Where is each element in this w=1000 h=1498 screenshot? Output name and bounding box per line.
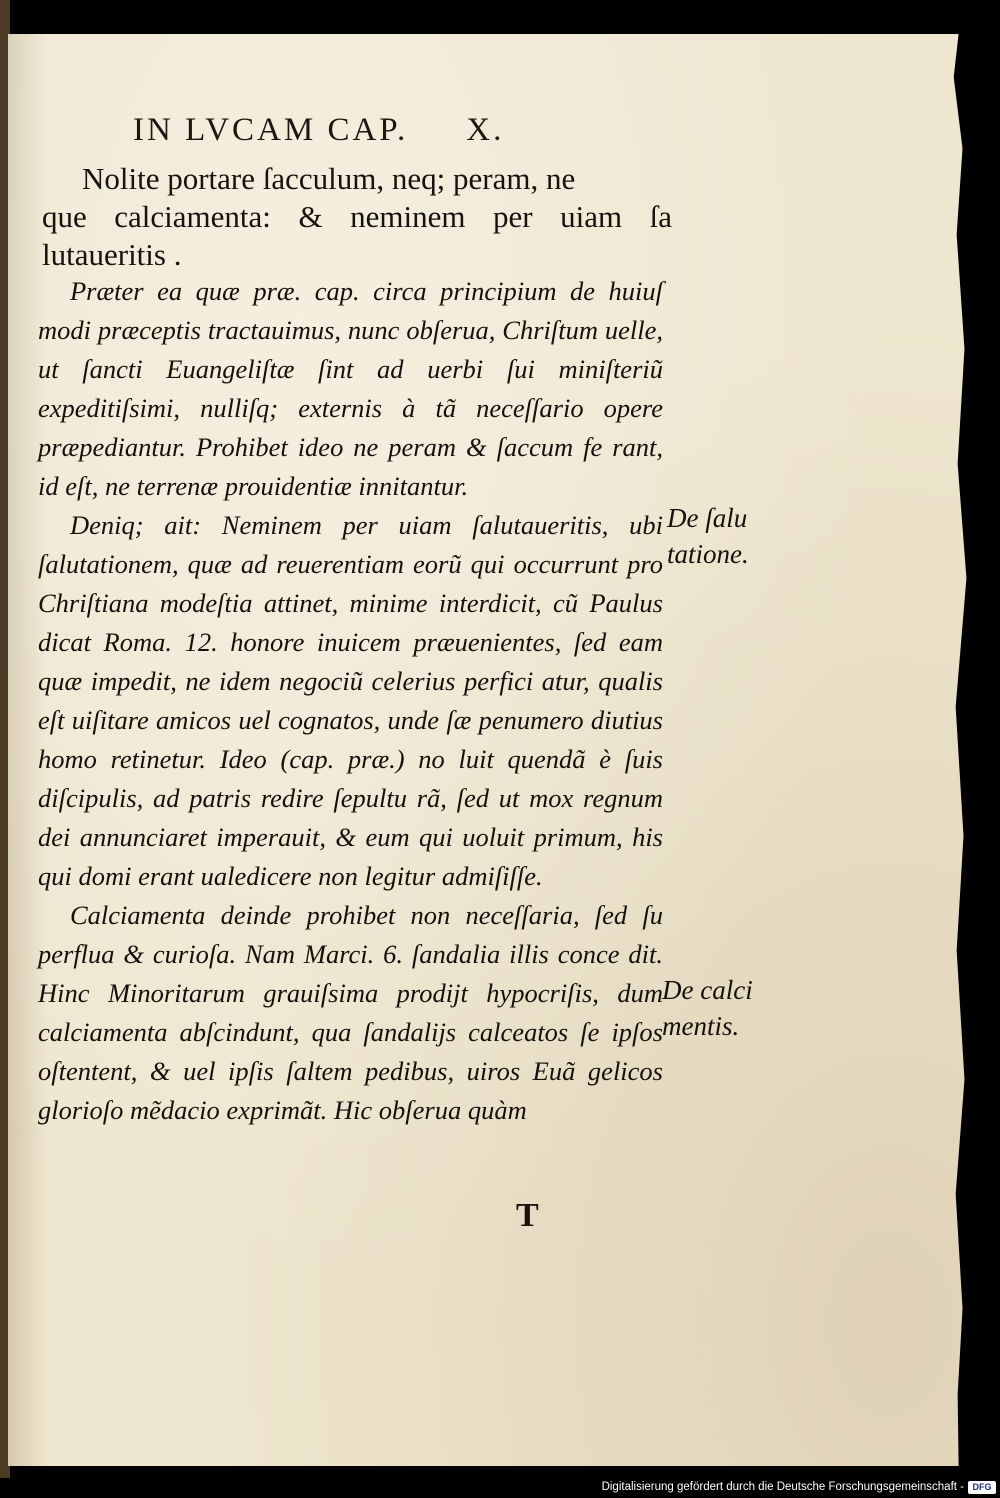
scripture-line: que calciamenta: & neminem per uiam ſa [42,199,672,234]
chapter-number: X. [466,112,505,148]
running-head [133,112,504,149]
commentary-paragraph: Calciamenta deinde prohibet non neceſſaria, ſed ſu perflua & curioſa. Nam Marci. 6. ſandalia illis conce dit. Hinc Minoritarum grauiſsima prodijt hypocriſis, dum calciamenta abſcindunt, qua ſandalijs calceatos ſe ipſos oſtentent, & uel ipſis ſaltem pedibus, uiros Euã gelicos glorioſo mẽdacio exprimãt. Hic obſerua quàm [38,900,663,1125]
marginal-note-line: tatione. [667,539,749,569]
marginal-note-line: De ſalu [667,503,748,533]
funding-credit: Digitalisierung gefördert durch die Deutsche Forschungsgemeinschaft - [601,1481,964,1493]
marginal-note [667,500,749,572]
commentary-paragraph: Deniq; ait: Neminem per uiam ſalutaueritis, ubi ſalutationem, quæ ad reuerentiam eorũ qui occurrunt pro Chriſtiana modeſtia attinet, minime interdicit, cũ Paulus dicat Roma. 12. honore inuicem præuenientes, ſed eam quæ impedit, ne idem negociũ celerius perfici atur, qualis eſt uiſitare amicos uel cognatos, unde ſæ penumero diutius homo retinetur. Ideo (cap. præ.) no luit quendã è ſuis diſcipulis, ad patris redire ſepultu rã, ſed ut mox regnum dei annunciaret imperauit, & eum qui uoluit primum, his qui domi erant ualedicere non legitur admiſiſſe. [38,510,663,891]
marginal-note-line: De calci [662,975,753,1005]
scripture-lemma [42,160,672,274]
commentary-text [38,272,663,1130]
marginal-note [662,972,753,1044]
scripture-line: lutaueritis . [42,237,182,272]
running-head-title: IN LVCAM CAP. [133,112,409,148]
scripture-line: Nolite portare ſacculum, neq; peram, ne [82,161,576,196]
commentary-paragraph: Præter ea quæ præ. cap. circa principium de huiuſ modi præceptis tractauimus, nunc obſerua, Chriſtum uelle, ut ſancti Euangeliſtæ ſint ad uerbi ſui miniſteriũ expeditiſsimi, nulliſq; externis à tã neceſſario opere præpediantur. Prohibet ideo ne peram & ſaccum fe rant, id eſt, ne terrenæ prouidentiæ innitantur. [38,276,663,501]
signature-mark: T [516,1197,539,1234]
marginal-note-line: mentis. [662,1011,740,1041]
dfg-logo: DFG [968,1481,996,1494]
